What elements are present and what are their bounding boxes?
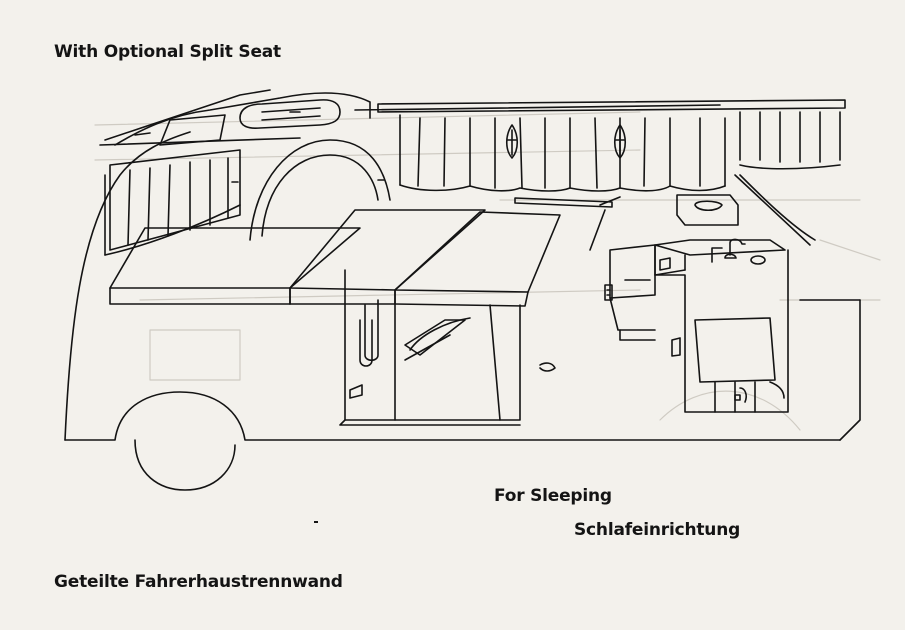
stray-mark (314, 521, 318, 523)
caption-schlafeinrichtung: Schlafeinrichtung (574, 520, 741, 540)
bed-mattresses (110, 210, 560, 306)
shelf-rail (515, 197, 620, 250)
kitchen-cabinet (655, 195, 788, 412)
caption-geteilte-fahrerhaustrennwand: Geteilte Fahrerhaustrennwand (54, 572, 343, 592)
rear-curtain-rail (378, 100, 845, 191)
caption-for-sleeping: For Sleeping (494, 486, 612, 506)
faint-background-lines (95, 112, 880, 430)
vehicle-body-outline (65, 90, 840, 490)
rear-interior-lines (735, 175, 860, 440)
caption-optional-split-seat: With Optional Split Seat (54, 42, 281, 62)
curtain-motifs (507, 125, 626, 158)
arch-doorway (250, 140, 390, 240)
side-bench (605, 245, 655, 340)
